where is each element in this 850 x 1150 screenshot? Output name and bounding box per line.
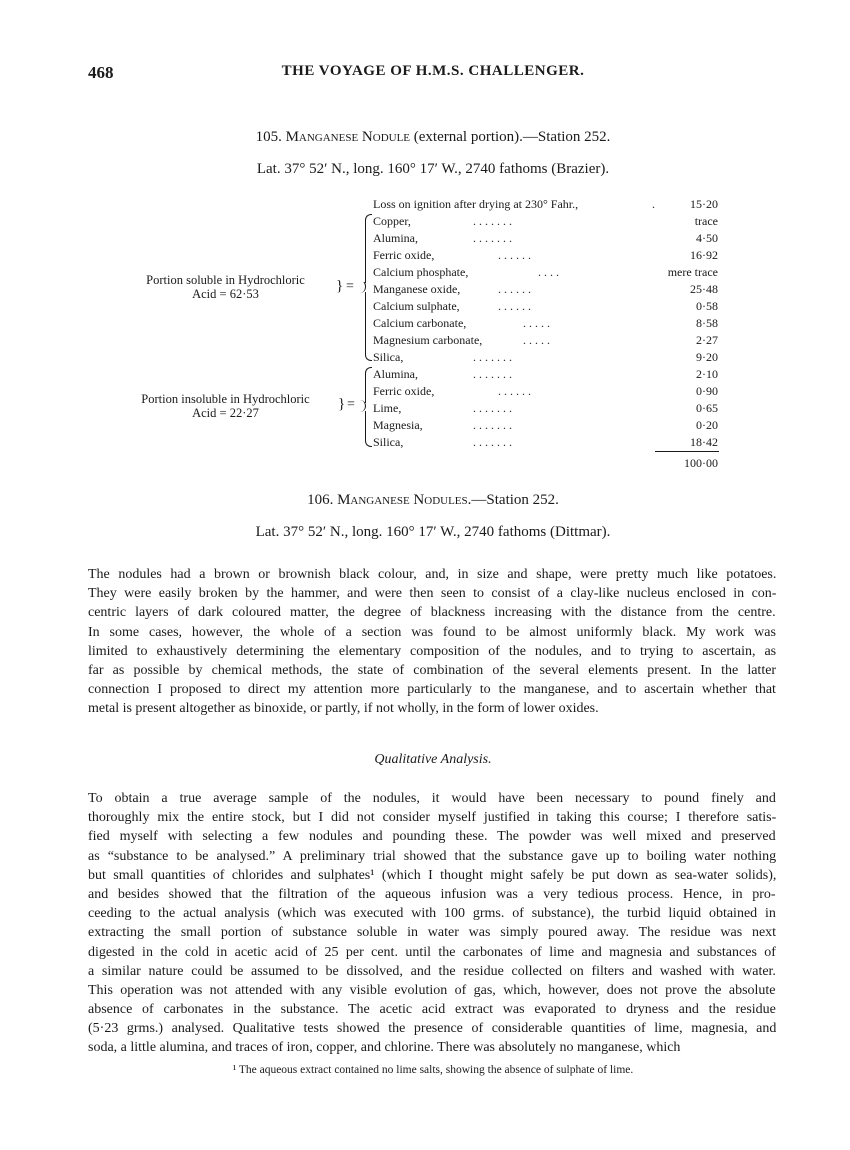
leader-dots: . . . . . .: [498, 299, 531, 313]
text-line: a similar nature could be assumed to be dissolved, and the residue collected on filters and washed with water.: [88, 963, 776, 979]
text-line: far as possible by chemical methods, the state of combination of the several elements present. In the latter: [88, 662, 776, 678]
leader-dots: .: [652, 197, 655, 211]
component-name: Copper,: [373, 214, 411, 228]
component-name: Ferric oxide,: [373, 248, 435, 262]
section-106-title: [88, 492, 778, 509]
insoluble-label-line1: Portion insoluble in Hydrochloric: [141, 392, 310, 406]
left-brace-soluble: [358, 214, 370, 361]
text-line: fied myself with selecting a few nodules and pounding these. The powder was well mixed and preserved: [88, 829, 776, 845]
paragraph-nodule-description: [88, 565, 776, 719]
table-row-silica-insoluble: [373, 435, 718, 451]
table-row-manganese-oxide: [373, 282, 718, 298]
text-line: centric layers of dark coloured matter, the degree of blackness increasing with the distance from the centre.: [88, 605, 776, 621]
leader-dots: . . . . . . .: [473, 231, 512, 245]
page-number: 468: [88, 63, 114, 82]
section-106-title-rest: —Station 252.: [471, 492, 559, 508]
text-line: thoroughly mix the entire stock, but I did not consider myself justified in taking this course; I therefore satis-: [88, 810, 776, 826]
insoluble-label-line2: Acid = 22·27: [192, 406, 259, 420]
text-line: as “substance to be analysed.” A preliminary trial showed that the substance gave up to boiling water nothing: [88, 848, 776, 864]
insoluble-portion-label: [108, 392, 346, 420]
leader-dots: . . . . . .: [498, 384, 531, 398]
component-value: trace: [694, 214, 718, 228]
component-value: 8·58: [696, 316, 718, 330]
sum-rule: [655, 451, 719, 452]
leader-dots: . . . . . . .: [473, 435, 512, 449]
text-line: soda, a little alumina, and traces of iron, copper, and chlorine. There was absolutely no manganese, which: [88, 1040, 681, 1056]
paragraph-qualitative-analysis: [88, 789, 776, 1058]
left-brace-insoluble: [358, 367, 370, 447]
text-line: digested in the cold in acetic acid of 25 per cent. until the carbonates of lime and magnesia and substances of: [88, 944, 776, 960]
component-value: 25·48: [690, 282, 718, 296]
component-name: Loss on ignition after drying at 230° Fahr.,: [373, 197, 579, 211]
component-name: Calcium carbonate,: [373, 316, 467, 330]
table-row-magnesia: [373, 418, 718, 434]
leader-dots: . . . . . . .: [473, 350, 512, 364]
leader-dots: . . . . .: [523, 316, 550, 330]
table-row-ferric-oxide-insoluble: [373, 384, 718, 400]
text-line: limited to exhaustively determining the elementary composition of the nodules, and to trying to ascertain, as: [88, 643, 776, 659]
section-106-number: 106.: [307, 492, 334, 508]
section-105-title-rest: (external portion).—Station 252.: [413, 129, 611, 145]
component-value: 0·20: [696, 418, 718, 432]
leader-dots: . . . . . . .: [473, 418, 512, 432]
text-line: This operation was not attended with any visible evolution of gas, which, however, does not prove the absolute: [88, 982, 776, 998]
component-value: 0·90: [696, 384, 718, 398]
section-105-number: 105.: [255, 129, 282, 145]
soluble-label-line1: Portion soluble in Hydrochloric: [146, 273, 305, 287]
table-row-calcium-phosphate: [373, 265, 718, 281]
label-brace: }: [338, 396, 346, 412]
soluble-portion-label: [108, 273, 343, 301]
table-row-ferric-oxide: [373, 248, 718, 264]
component-value: 2·27: [696, 333, 718, 347]
table-row-magnesium-carbonate: [373, 333, 718, 349]
equals-sign: =: [346, 279, 354, 294]
component-name: Manganese oxide,: [373, 282, 461, 296]
component-value: mere trace: [667, 265, 718, 279]
text-line: and besides showed that the filtration of the aqueous infusion was a very tedious process. Hence, in pro-: [88, 886, 776, 902]
component-name: Alumina,: [373, 231, 418, 245]
text-line: but small quantities of chlorides and sulphates¹ (which I thought might safely be put down as sea-water solids),: [88, 867, 776, 883]
table-row-alumina: [373, 231, 718, 247]
component-value: 15·20: [690, 197, 718, 211]
table-row-loss-on-ignition: [373, 197, 718, 213]
table-row-lime: [373, 401, 718, 417]
page-header: [88, 63, 778, 83]
component-name: Calcium phosphate,: [373, 265, 469, 279]
section-106-location: Lat. 37° 52′ N., long. 160° 17′ W., 2740 fathoms (Dittmar).: [255, 524, 611, 540]
component-value: 0·58: [696, 299, 718, 313]
running-title: THE VOYAGE OF H.M.S. CHALLENGER.: [281, 63, 585, 79]
component-name: Silica,: [373, 350, 404, 364]
table-row-copper: [373, 214, 718, 230]
component-value: 2·10: [696, 367, 718, 381]
text-line: connection I proposed to direct my attention more particularly to the manganese, and to ascertain whether that: [88, 682, 776, 698]
section-105-title: [88, 129, 778, 146]
text-line: They were easily broken by the hammer, and were then seen to consist of a clay-like nucleus enclosed in con-: [88, 586, 776, 602]
text-line: (5·23 grms.) analysed. Qualitative tests showed the presence of considerable quantities of lime, magnesia, and: [88, 1021, 776, 1037]
total-value: 100·00: [684, 456, 718, 470]
section-105-location: Lat. 37° 52′ N., long. 160° 17′ W., 2740 fathoms (Brazier).: [256, 161, 610, 177]
table-row-alumina-insoluble: [373, 367, 718, 383]
text-line: To obtain a true average sample of the nodules, it would have been necessary to pound finely and: [88, 791, 776, 806]
text-line: metal is present altogether as binoxide, or partly, if not wholly, in the form of lower oxides.: [88, 701, 599, 717]
component-value: 18·42: [690, 435, 718, 449]
component-name: Magnesia,: [373, 418, 423, 432]
soluble-label-line2: Acid = 62·53: [192, 287, 259, 301]
section-105-title-smallcaps: Manganese Nodule: [285, 129, 411, 145]
leader-dots: . . . . . .: [498, 282, 531, 296]
equals-sign: =: [347, 397, 355, 412]
leader-dots: . . . .: [538, 265, 559, 279]
section-106-title-smallcaps: Manganese Nodules.: [337, 492, 472, 508]
text-line: The nodules had a brown or brownish black colour, and, in size and shape, were pretty much like potatoes.: [88, 567, 776, 582]
leader-dots: . . . . . . .: [473, 401, 512, 415]
component-name: Alumina,: [373, 367, 418, 381]
leader-dots: . . . . .: [523, 333, 550, 347]
table-row-calcium-carbonate: [373, 316, 718, 332]
table-row-silica: [373, 350, 718, 366]
component-name: Ferric oxide,: [373, 384, 435, 398]
leader-dots: . . . . . .: [498, 248, 531, 262]
table-row-calcium-sulphate: [373, 299, 718, 315]
text-line: absence of carbonates in the substance. The acetic acid extract was evaporated to dryness and the residue: [88, 1002, 776, 1018]
component-value: 4·50: [696, 231, 718, 245]
leader-dots: . . . . . . .: [473, 214, 512, 228]
component-value: 0·65: [696, 401, 718, 415]
text-line: extracting the small portion of substance soluble in water was simply poured away. The residue was next: [88, 925, 776, 941]
component-name: Magnesium carbonate,: [373, 333, 483, 347]
subheading-qualitative-analysis: Qualitative Analysis.: [374, 752, 492, 767]
table-row-total: [373, 456, 718, 472]
component-value: 9·20: [696, 350, 718, 364]
component-name: Silica,: [373, 435, 404, 449]
text-line: ceeding to the actual analysis (which was executed with 100 grms. of substance), the turbid liquid obtained in: [88, 906, 776, 922]
leader-dots: . . . . . . .: [473, 367, 512, 381]
component-value: 16·92: [690, 248, 718, 262]
component-name: Lime,: [373, 401, 402, 415]
footnote: ¹ The aqueous extract contained no lime salts, showing the absence of sulphate of lime.: [232, 1064, 634, 1076]
component-name: Calcium sulphate,: [373, 299, 460, 313]
label-brace: }: [336, 278, 344, 294]
text-line: In some cases, however, the whole of a section was found to be almost uniformly black. My work was: [88, 624, 776, 640]
